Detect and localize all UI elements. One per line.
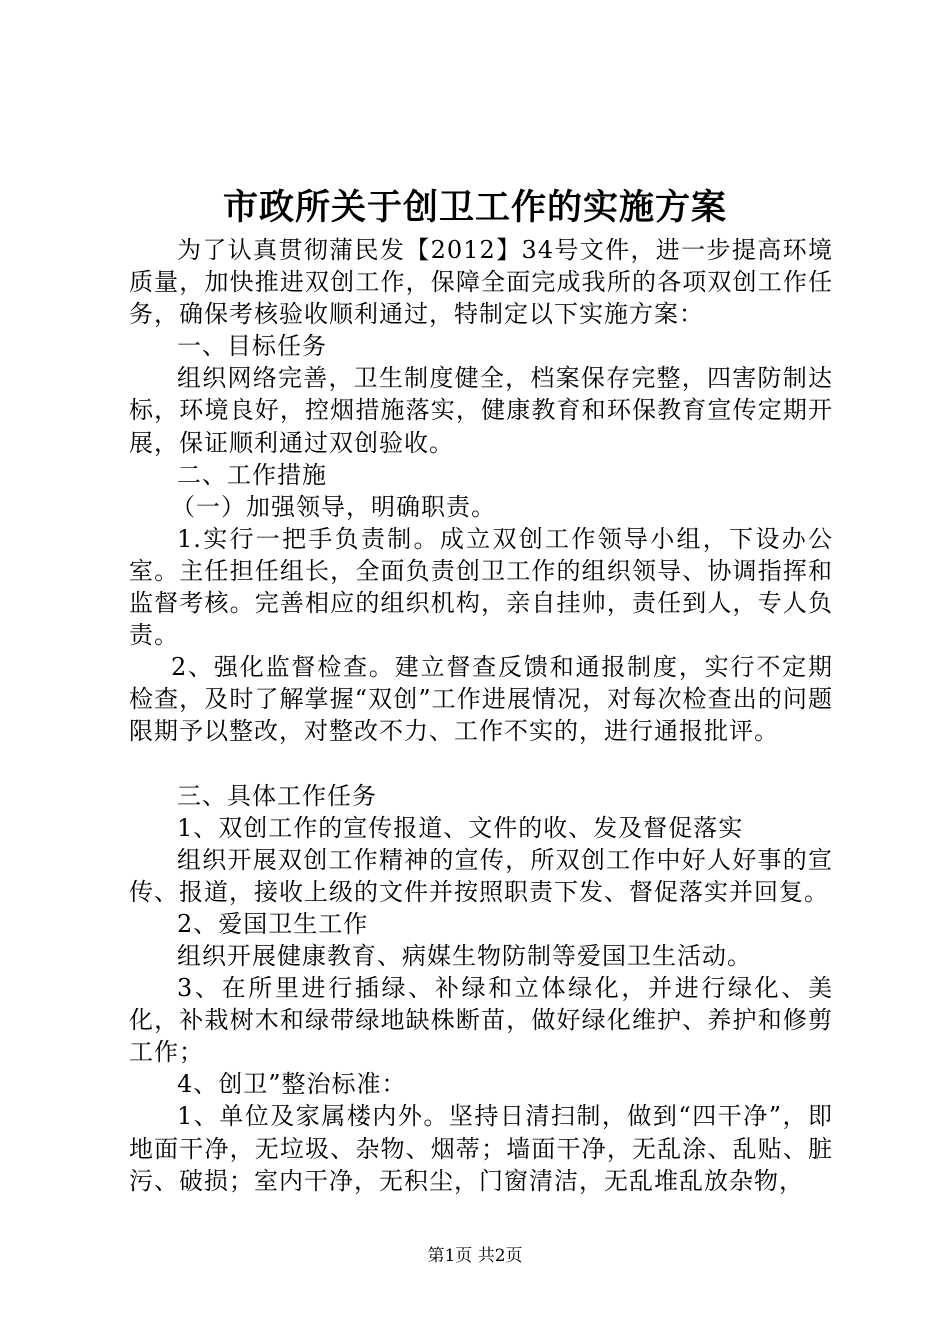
task-paragraph-2: 组织开展健康教育、病媒生物防制等爱国卫生活动。: [177, 941, 752, 970]
task-paragraph-1: 组织开展双创工作精神的宣传，所双创工作中好人好事的宣传、报道，接收上级的文件并按照职责下发、督促落实并回复。: [129, 845, 833, 906]
section-heading-goals: 一、目标任务: [177, 332, 327, 361]
task-paragraph-3: 3、在所里进行插绿、补绿和立体绿化，并进行绿化、美化，补栽树木和绿带绿地缺株断苗，做好绿化维护、养护和修剪工作；: [129, 974, 833, 1067]
task-heading-1: 1、双创工作的宣传报道、文件的收、发及督促落实: [177, 813, 744, 842]
section-heading-tasks: 三、具体工作任务: [177, 781, 377, 810]
subsection-heading-leadership: （一）加强领导，明确职责。: [171, 492, 496, 521]
measure-item-1: 1.实行一把手负责制。成立双创工作领导小组，下设办公室。主任担任组长，全面负责创卫工作的组织领导、协调指挥和监督考核。完善相应的组织机构，亲自挂帅，责任到人，专人负责。: [129, 524, 833, 650]
task-heading-2: 2、爱国卫生工作: [177, 909, 369, 938]
measure-item-2: 2、强化监督检查。建立督查反馈和通报制度，实行不定期检查，及时了解掌握“双创”工作进展情况，对每次检查出的问题限期予以整改，对整改不力、工作不实的，进行通报批评。: [129, 653, 833, 746]
task-heading-4: 4、创卫”整治标准：: [177, 1070, 407, 1099]
standard-item-1: 1、单位及家属楼内外。坚持日清扫制，做到“四干净”，即地面干净，无垃圾、杂物、烟蒂；墙面干净，无乱涂、乱贴、脏污、破损；室内干净，无积尘，门窗清洁，无乱堆乱放杂物，: [129, 1102, 833, 1195]
page-footer: 第1页 共2页: [427, 1246, 523, 1266]
goals-paragraph: 组织网络完善，卫生制度健全，档案保存完整，四害防制达标，环境良好，控烟措施落实，健康教育和环保教育宣传定期开展，保证顺利通过双创验收。: [129, 364, 833, 457]
intro-paragraph: 为了认真贯彻蒲民发【2012】34号文件，进一步提高环境质量，加快推进双创工作，保障全面完成我所的各项双创工作任务，确保考核验收顺利通过，特制定以下实施方案：: [129, 236, 833, 329]
document-body: [129, 234, 833, 1197]
document-title: 市政所关于创卫工作的实施方案: [222, 187, 727, 228]
section-heading-measures: 二、工作措施: [177, 460, 327, 489]
